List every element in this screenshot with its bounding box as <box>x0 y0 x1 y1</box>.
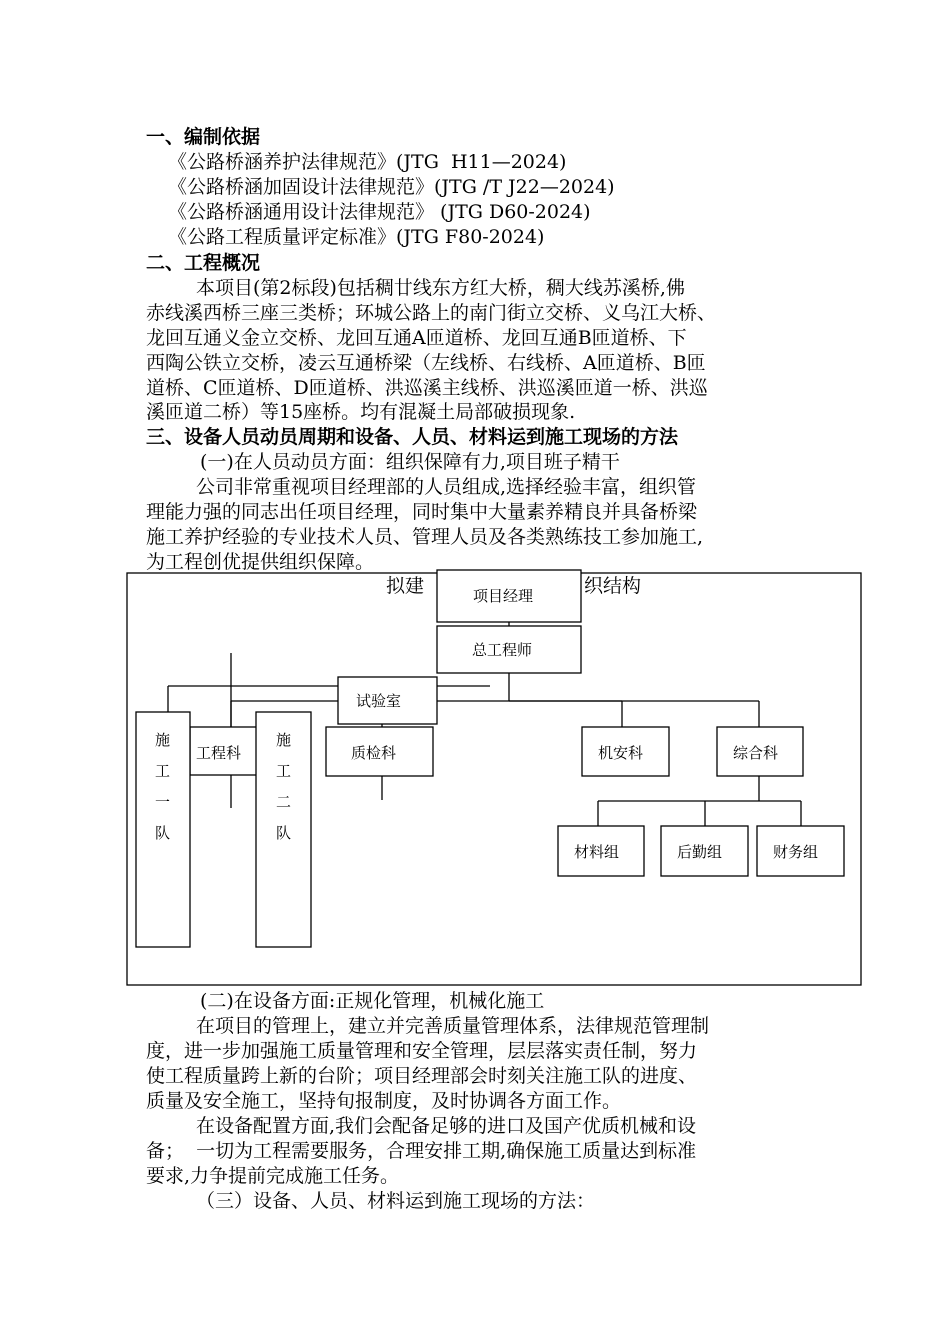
team-1-char: 工 <box>155 762 171 780</box>
reference-item: 《公路桥涵通用设计法律规范》 (JTG D60-2024) <box>168 201 591 223</box>
paragraph-line: 使工程质量跨上新的台阶；项目经理部会时刻关注施工队的进度、 <box>146 1065 698 1087</box>
team-1-char: 队 <box>155 824 171 842</box>
safety-dept-label: 机安科 <box>598 744 644 762</box>
engineering-dept-label: 工程科 <box>196 744 242 762</box>
overview-line: 溪匝道二桥）等15座桥。均有混凝土局部破损现象. <box>146 401 576 423</box>
team-2-char: 施 <box>276 731 292 749</box>
quality-dept-label: 质检科 <box>351 744 397 762</box>
lab-label: 试验室 <box>356 692 402 710</box>
overview-line: 赤线溪西桥三座三类桥；环城公路上的南门街立交桥、义乌江大桥、 <box>146 302 717 324</box>
paragraph-line: 要求,力争提前完成施工任务。 <box>146 1165 400 1187</box>
overview-line: 西陶公铁立交桥，凌云互通桥梁（左线桥、右线桥、A匝道桥、B匝 <box>146 352 706 374</box>
team-2-char: 工 <box>276 762 292 780</box>
paragraph-line: 在项目的管理上，建立并完善质量管理体系，法律规范管理制 <box>196 1015 710 1037</box>
subsection-title: （三）设备、人员、材料运到施工现场的方法： <box>196 1190 596 1212</box>
overview-line: 本项目(第2标段)包括稠廿线东方红大桥，稠大线苏溪桥,佛 <box>196 277 685 299</box>
overview-line: 道桥、C匝道桥、D匝道桥、洪巡溪主线桥、洪巡溪匝道一桥、洪巡 <box>146 377 708 399</box>
team-1-char: 施 <box>155 731 171 749</box>
finance-group-label: 财务组 <box>773 843 819 861</box>
section-2-title: 二、工程概况 <box>146 252 261 274</box>
paragraph-line: 公司非常重视项目经理部的人员组成,选择经验丰富，组织管 <box>196 476 697 498</box>
materials-group-label: 材料组 <box>574 843 620 861</box>
org-chart-title-left: 拟建 <box>386 575 425 597</box>
team-2-char: 二 <box>276 793 292 811</box>
paragraph-line: 度，进一步加强施工质量管理和安全管理，层层落实责任制，努力 <box>146 1040 698 1062</box>
subsection-title: (一)在人员动员方面：组织保障有力,项目班子精干 <box>200 451 620 473</box>
paragraph-line: 质量及安全施工，坚持旬报制度，及时协调各方面工作。 <box>146 1090 622 1112</box>
paragraph-line: 为工程创优提供组织保障。 <box>146 551 375 573</box>
subsection-title: (二)在设备方面:正规化管理，机械化施工 <box>200 990 545 1012</box>
reference-item: 《公路桥涵加固设计法律规范》(JTG /T J22—2024) <box>168 176 615 198</box>
org-chart-title-right: 织结构 <box>584 575 642 597</box>
paragraph-line: 备； 一切为工程需要服务，合理安排工期,确保施工质量达到标准 <box>146 1140 697 1162</box>
section-3-title: 三、设备人员动员周期和设备、人员、材料运到施工现场的方法 <box>146 426 679 448</box>
paragraph-line: 施工养护经验的专业技术人员、管理人员及各类熟练技工参加施工, <box>146 526 704 548</box>
overview-line: 龙回互通义金立交桥、龙回互通A匝道桥、龙回互通B匝道桥、下 <box>146 327 687 349</box>
section-1-title: 一、编制依据 <box>146 126 261 148</box>
team-1-char: 一 <box>155 793 171 811</box>
general-dept-label: 综合科 <box>733 744 779 762</box>
logistics-group-label: 后勤组 <box>677 843 723 861</box>
chief-engineer-label: 总工程师 <box>472 641 533 659</box>
reference-item: 《公路工程质量评定标准》(JTG F80-2024) <box>168 226 545 248</box>
paragraph-line: 理能力强的同志出任项目经理，同时集中大量素养精良并具备桥梁 <box>146 501 698 523</box>
reference-item: 《公路桥涵养护法律规范》(JTG H11—2024) <box>168 151 567 173</box>
team-2-char: 队 <box>276 824 292 842</box>
project-manager-label: 项目经理 <box>473 587 534 605</box>
paragraph-line: 在设备配置方面,我们会配备足够的进口及国产优质机械和设 <box>196 1115 697 1137</box>
